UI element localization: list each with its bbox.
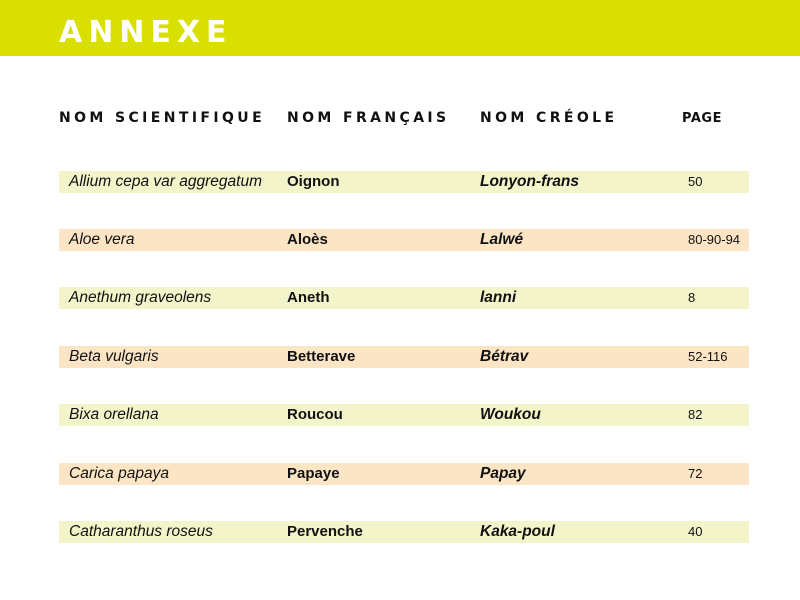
- table-row: [59, 171, 749, 193]
- creole-name: Woukou: [480, 406, 541, 423]
- title-banner: [0, 0, 800, 56]
- french-name: Aloès: [287, 231, 328, 248]
- creole-name: Bétrav: [480, 348, 529, 365]
- french-name: Papaye: [287, 465, 340, 482]
- column-header-french: NOM FRANÇAIS: [287, 110, 450, 126]
- page-number: 72: [688, 466, 703, 481]
- scientific-name: Aloe vera: [69, 231, 135, 248]
- table-row: [59, 346, 749, 368]
- page-number: 40: [688, 524, 703, 539]
- scientific-name: Bixa orellana: [69, 406, 159, 423]
- creole-name: Kaka-poul: [480, 523, 555, 540]
- page-number: 80-90-94: [688, 232, 741, 247]
- creole-name: lanni: [480, 289, 517, 306]
- page-number: 52-116: [688, 349, 728, 364]
- french-name: Pervenche: [287, 523, 363, 540]
- scientific-name: Allium cepa var aggregatum: [69, 173, 262, 190]
- page-number: 82: [688, 407, 703, 422]
- scientific-name: Catharanthus roseus: [69, 523, 213, 540]
- table-row: [59, 404, 749, 426]
- french-name: Oignon: [287, 173, 340, 190]
- column-header-scientific: NOM SCIENTIFIQUE: [59, 110, 266, 126]
- page-number: 8: [688, 290, 696, 305]
- french-name: Roucou: [287, 406, 343, 423]
- table-row: [59, 463, 749, 485]
- table-row: [59, 287, 749, 309]
- column-header-page: PAGE: [682, 111, 722, 126]
- creole-name: Papay: [480, 465, 526, 482]
- scientific-name: Anethum graveolens: [69, 289, 212, 306]
- creole-name: Lalwé: [480, 231, 524, 248]
- french-name: Aneth: [287, 289, 330, 306]
- column-header-creole: NOM CRÉOLE: [480, 110, 618, 126]
- table-row: [59, 521, 749, 543]
- page-number: 50: [688, 174, 703, 189]
- scientific-name: Carica papaya: [69, 465, 169, 482]
- french-name: Betterave: [287, 348, 356, 365]
- creole-name: Lonyon-frans: [480, 173, 580, 190]
- page-title: ANNEXE: [59, 15, 233, 50]
- table-row: [59, 229, 749, 251]
- scientific-name: Beta vulgaris: [69, 348, 159, 365]
